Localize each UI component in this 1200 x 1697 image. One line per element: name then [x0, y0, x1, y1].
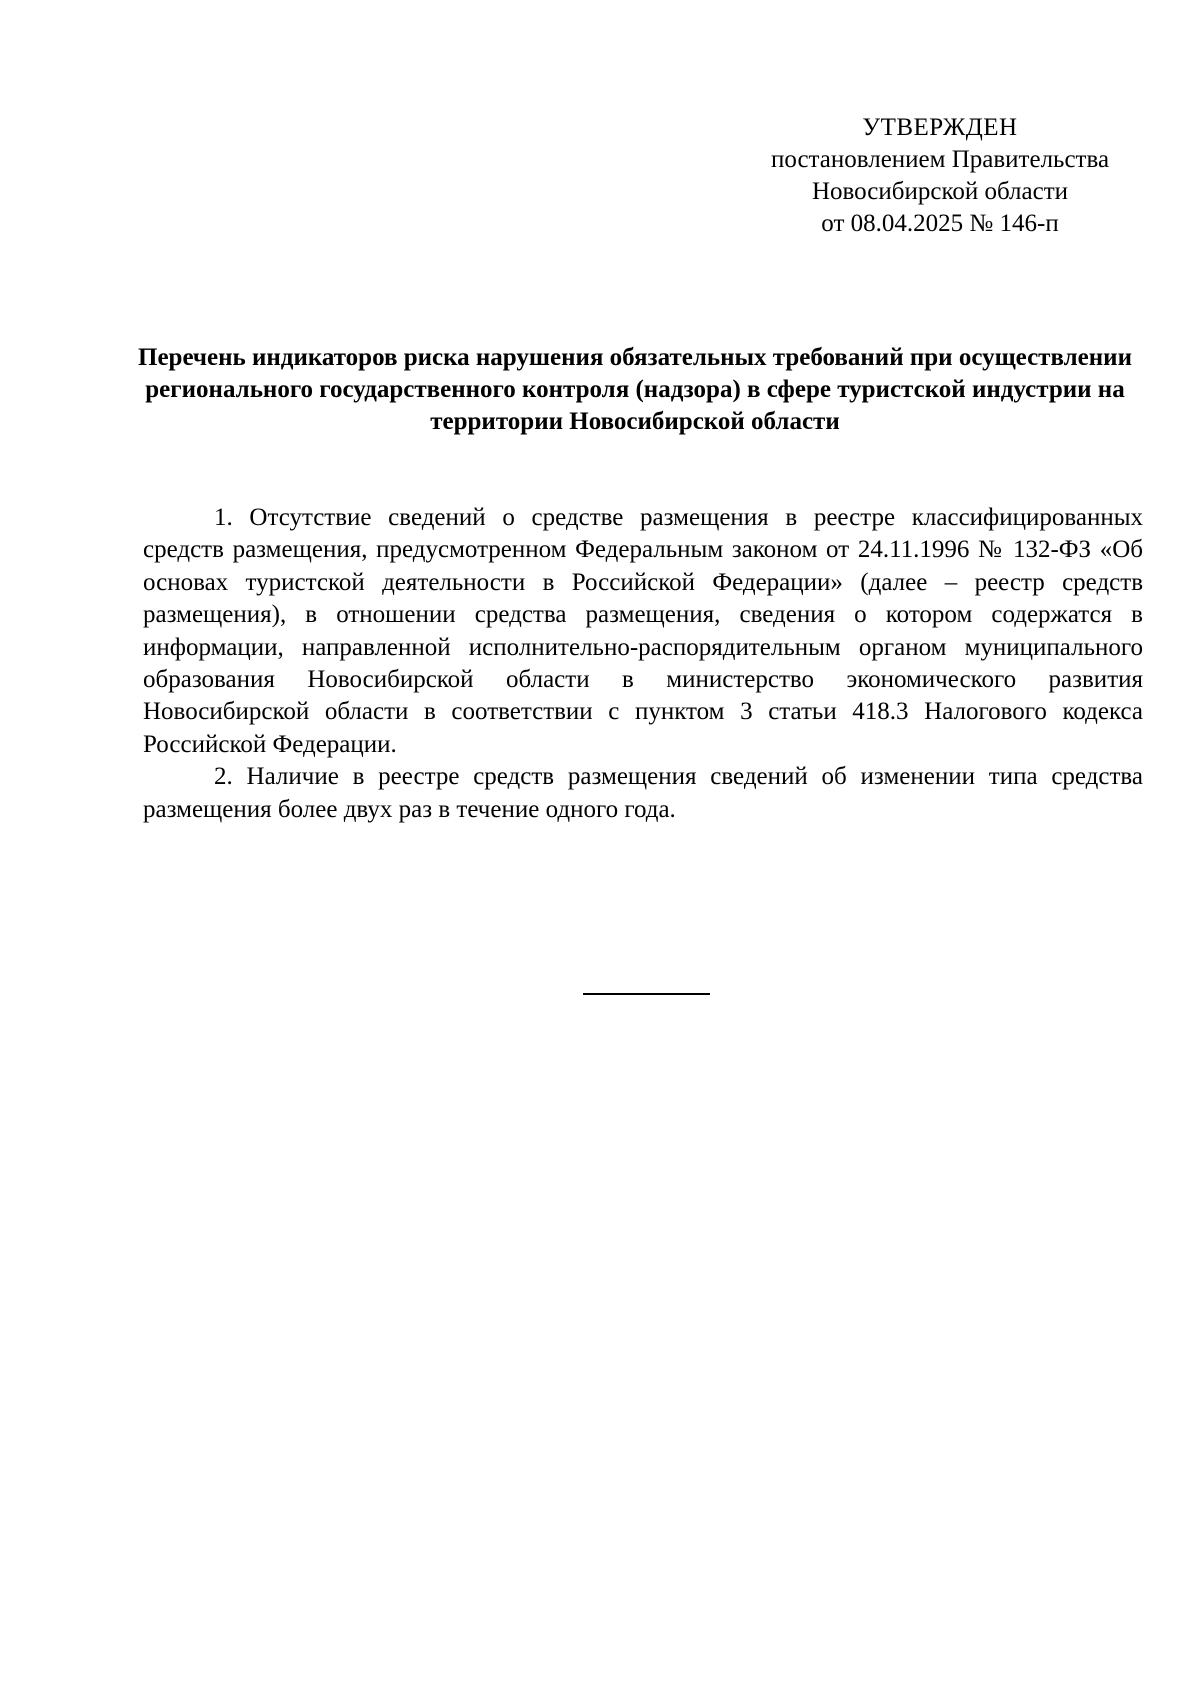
- document-title: Перечень индикаторов риска нарушения обязательных требований при осуществлении регионального государственного контроля (надзора) в сфере туристской индустрии на территории Новосибирской области: [138, 344, 1132, 435]
- list-item: 2. Наличие в реестре средств размещения сведений об изменении типа средства размещения более двух раз в течение одного года.: [143, 763, 1143, 823]
- approval-region-line: Новосибирской области: [811, 178, 1069, 205]
- approval-stamp: УТВЕРЖДЕН: [862, 114, 1018, 141]
- document-body: [143, 502, 1143, 826]
- approval-block: [740, 112, 1140, 240]
- end-divider: [583, 993, 710, 995]
- approval-date-number: от 08.04.2025 № 146-п: [821, 210, 1059, 237]
- list-item: 1. Отсутствие сведений о средстве размещения в реестре классифицированных средств размещения, предусмотренном Федеральным законом от 24.11.1996 № 132-ФЗ «Об основах туристской деятельности в Российской Федерации» (далее – реестр средств размещения), в отношении средства размещения, сведения о котором содержатся в информации, направленной исполнительно-распорядительным органом муниципального образования Новосибирской области в министерство экономического развития Новосибирской области в соответствии с пунктом 3 статьи 418.3 Налогового кодекса Российской Федерации.: [143, 504, 1143, 758]
- approval-decree-line: постановлением Правительства: [770, 146, 1110, 173]
